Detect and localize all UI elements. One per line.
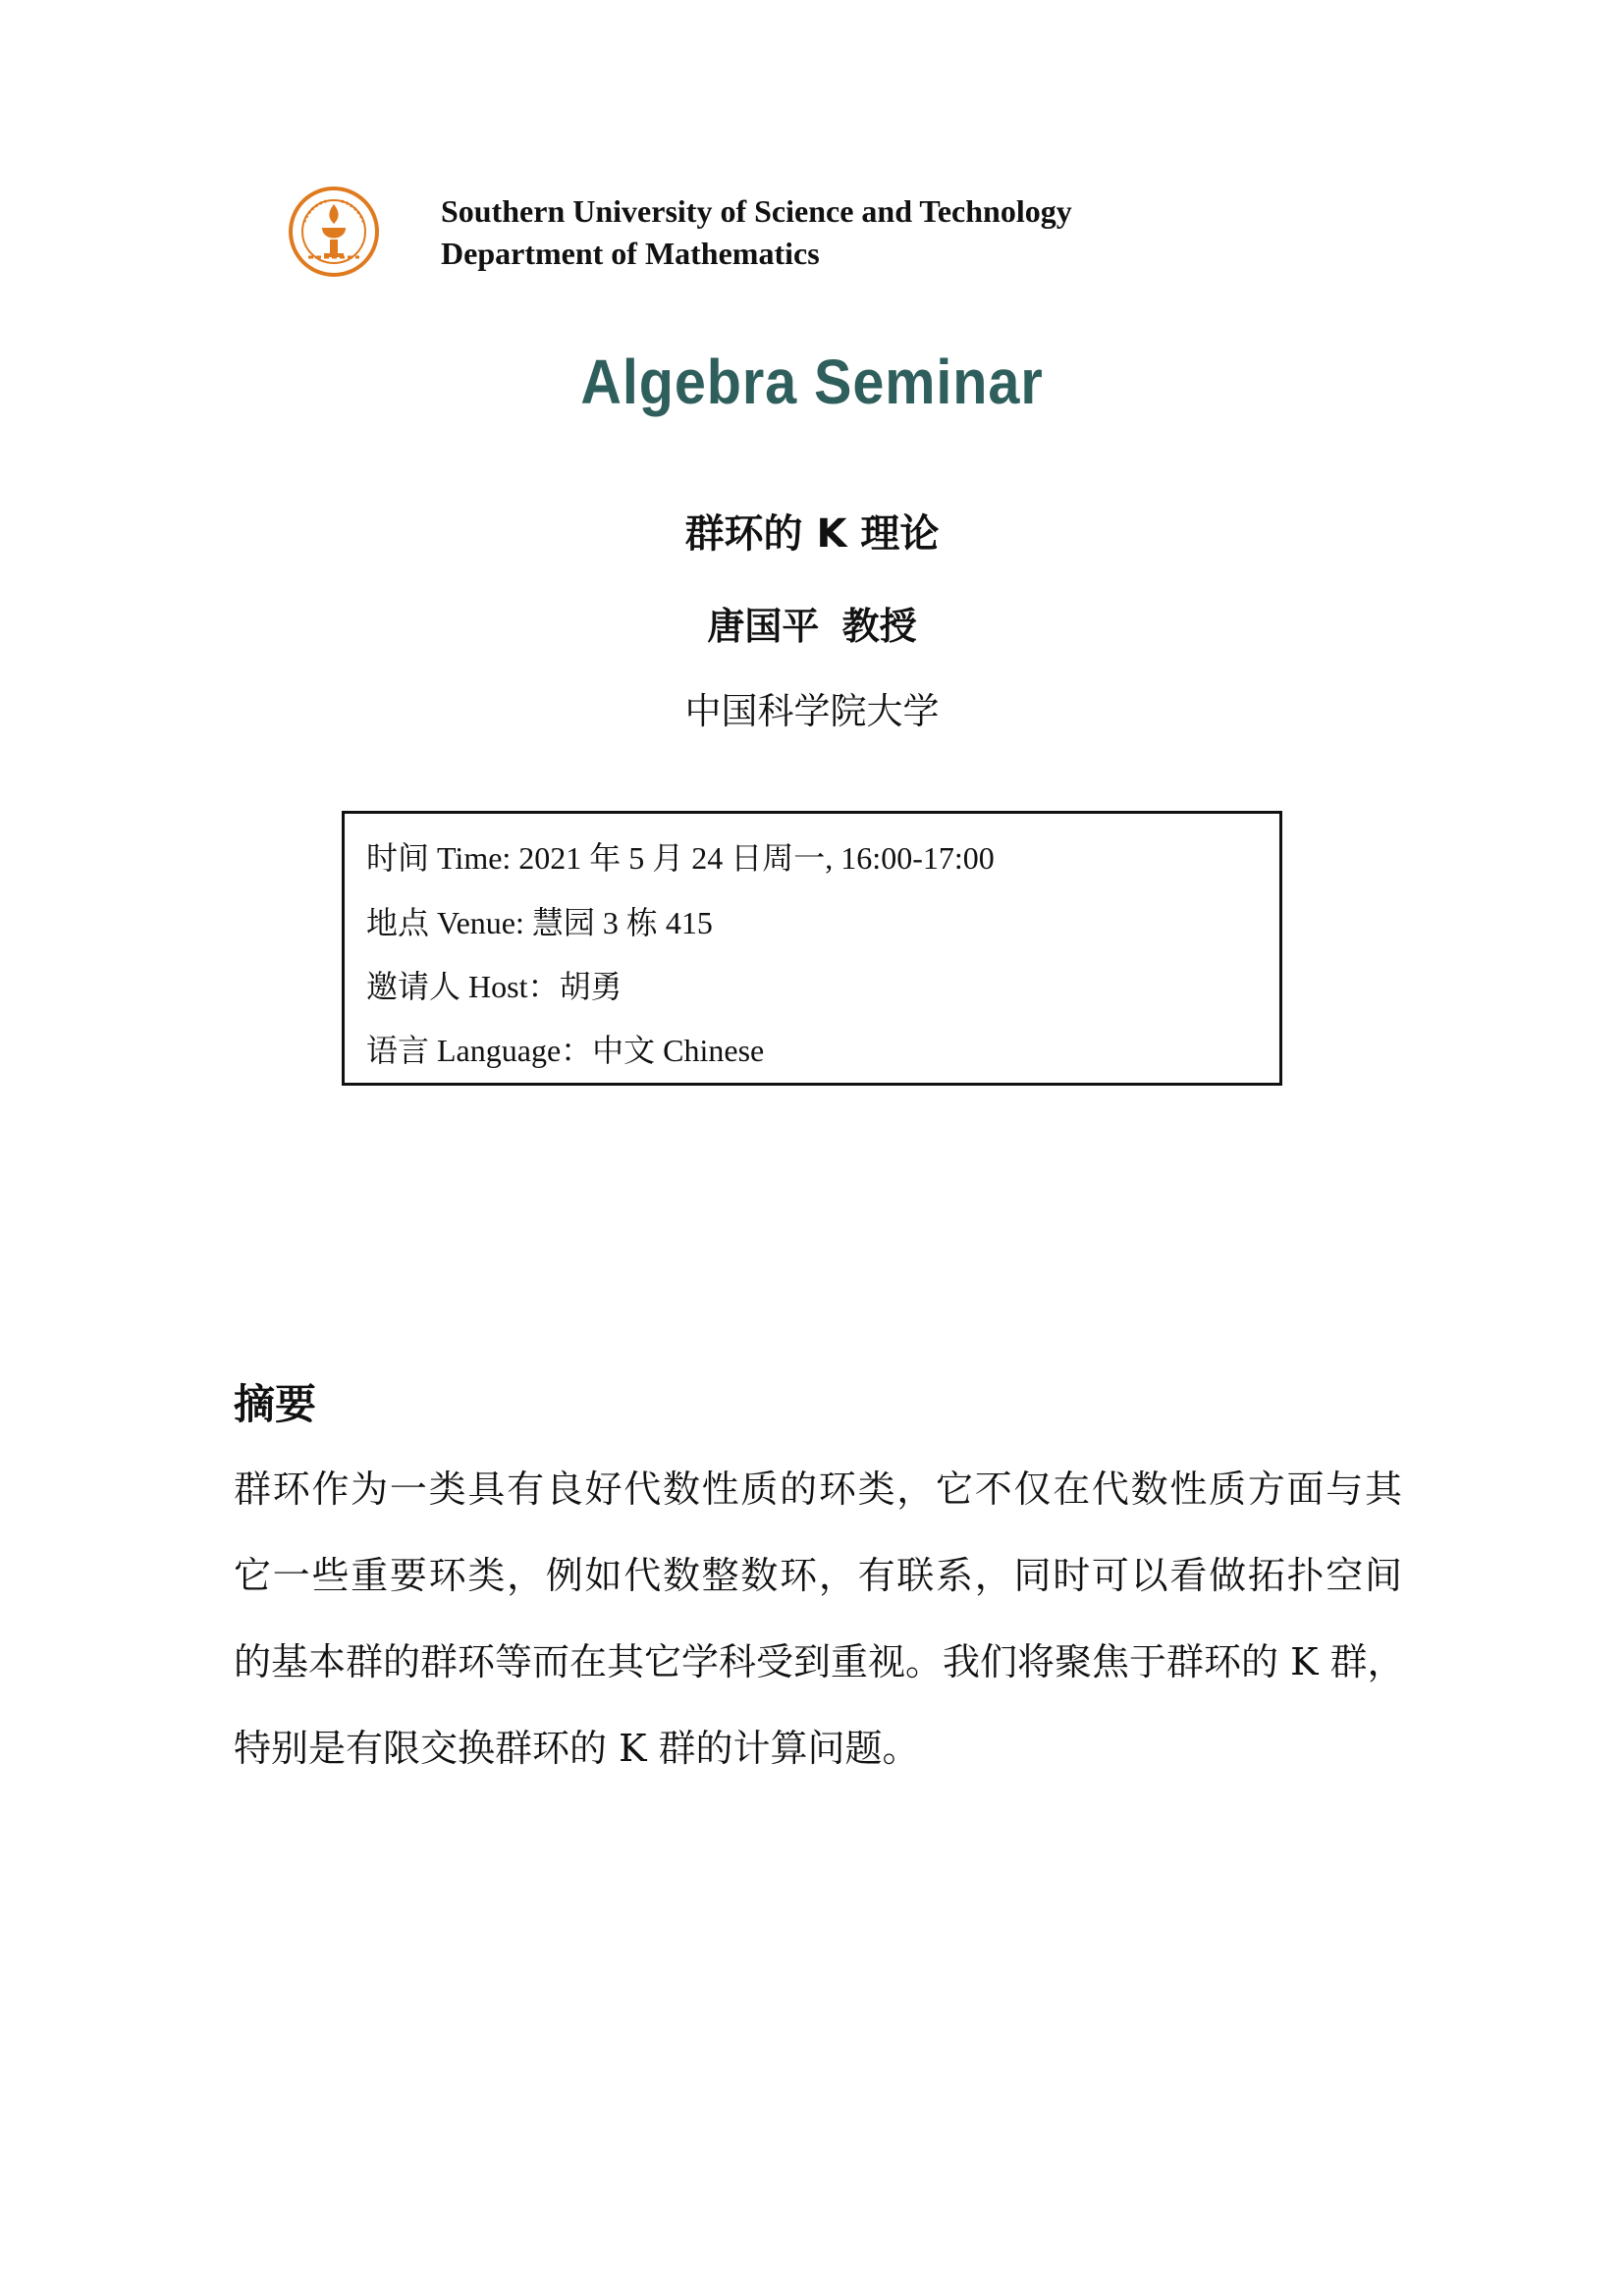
university-name: Southern University of Science and Technology: [441, 193, 1072, 229]
abstract-line: 特别是有限交换群环的 K 群的计算问题。: [234, 1727, 920, 1770]
event-time: 时间 Time: 2021 年 5 月 24 日周一, 16:00-17:00: [366, 840, 995, 876]
speaker-affiliation: 中国科学院大学: [684, 690, 940, 732]
abstract-line: 它一些重要环类，例如代数整数环，有联系，同时可以看做拓扑空间: [234, 1554, 1402, 1597]
event-language: 语言 Language：中文 Chinese: [366, 1033, 765, 1068]
speaker-name: 唐国平 教授: [707, 605, 917, 648]
event-info-box: [342, 811, 1282, 1086]
institution-header: [441, 190, 1072, 275]
abstract-line: 群环作为一类具有良好代数性质的环类，它不仅在代数性质方面与其: [234, 1468, 1402, 1511]
abstract-heading: 摘要: [234, 1380, 317, 1428]
seminar-title: Algebra Seminar: [580, 347, 1044, 417]
abstract-line: 的基本群的群环等而在其它学科受到重视。我们将聚焦于群环的 K 群，: [234, 1640, 1405, 1683]
talk-title: 群环的 K 理论: [684, 511, 940, 557]
event-venue: 地点 Venue: 慧园 3 栋 415: [366, 905, 713, 940]
department-name: Department of Mathematics: [441, 236, 820, 271]
event-host: 邀请人 Host：胡勇: [366, 969, 623, 1004]
university-logo: [287, 185, 381, 279]
